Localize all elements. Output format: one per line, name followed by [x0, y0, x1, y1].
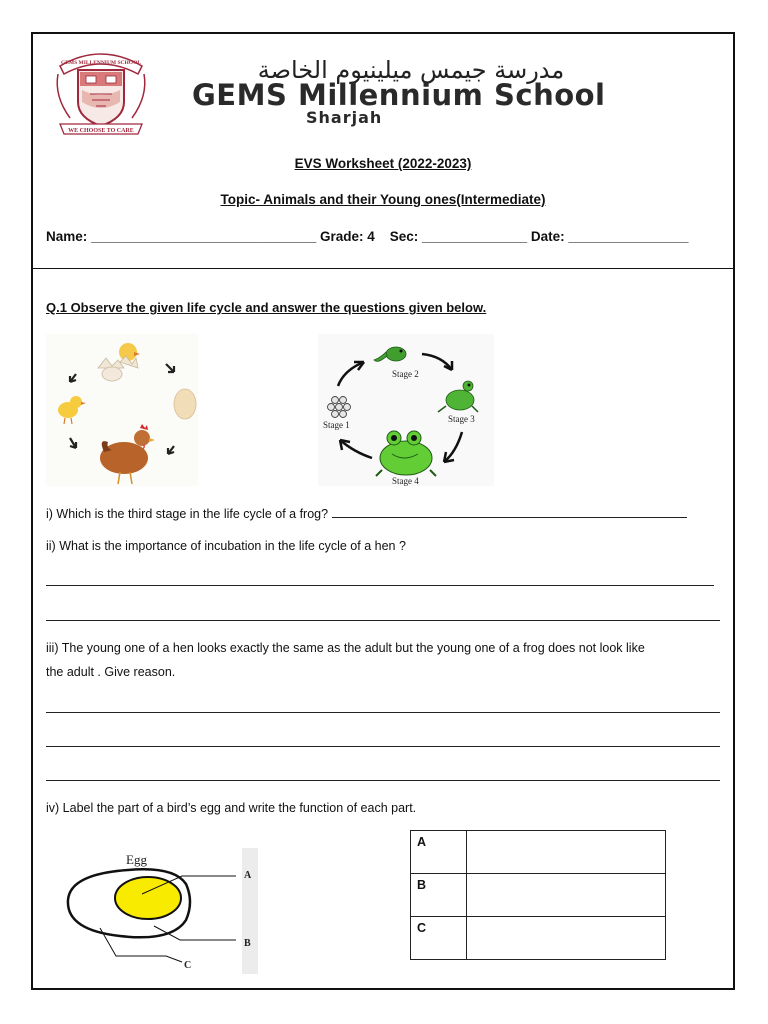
svg-text:GEMS MILLENNIUM SCHOOL: GEMS MILLENNIUM SCHOOL — [60, 60, 142, 66]
answer-line[interactable] — [46, 780, 720, 781]
table-letter-cell: C — [411, 917, 467, 960]
worksheet-topic: Topic- Animals and their Young ones(Intermediate) — [220, 192, 546, 207]
answer-line[interactable] — [46, 620, 720, 621]
egg-label-b: B — [244, 938, 251, 949]
answer-i-blank[interactable] — [332, 506, 687, 518]
question-iv: iv) Label the part of a bird’s egg and write the function of each part. — [46, 801, 417, 815]
egg-label-c: C — [184, 960, 192, 971]
school-name-arabic: مدرسة جيمس ميلينيوم الخاصة — [257, 56, 565, 84]
answer-line[interactable] — [46, 746, 720, 747]
table-answer-cell[interactable] — [467, 917, 666, 960]
school-name: GEMS Millennium School — [192, 78, 606, 112]
question-ii: ii) What is the importance of incubation in the life cycle of a hen ? — [46, 539, 406, 553]
frog-life-cycle-image — [318, 334, 494, 486]
question-iii-line-2: the adult . Give reason. — [46, 665, 176, 679]
bird-egg-diagram — [58, 846, 262, 974]
school-city: Sharjah — [306, 108, 383, 127]
student-details-line[interactable]: Name: ______________________________ Grade: 4 Sec: ______________ Date: ________________ — [46, 229, 689, 244]
egg-diagram-title: Egg — [126, 852, 147, 867]
school-crest-logo — [50, 44, 152, 140]
hen-life-cycle-image — [46, 334, 198, 486]
table-letter-cell: B — [411, 874, 467, 917]
answer-line[interactable] — [46, 712, 720, 713]
table-answer-cell[interactable] — [467, 831, 666, 874]
table-row — [411, 917, 666, 960]
stage-3-label: Stage 3 — [448, 414, 475, 424]
egg-icon — [174, 389, 196, 419]
table-row — [411, 874, 666, 917]
egg-label-table — [410, 830, 666, 960]
stage-4-label: Stage 4 — [392, 476, 419, 486]
stage-1-label: Stage 1 — [323, 420, 350, 430]
table-row — [411, 831, 666, 874]
table-answer-cell[interactable] — [467, 874, 666, 917]
answer-line[interactable] — [46, 585, 714, 586]
crest-motto: WE CHOOSE TO CARE — [68, 128, 134, 134]
header-divider — [31, 268, 735, 269]
stage-2-label: Stage 2 — [392, 369, 419, 379]
egg-label-a: A — [244, 870, 252, 881]
question-1-title: Q.1 Observe the given life cycle and answer the questions given below. — [46, 300, 487, 315]
question-i: i) Which is the third stage in the life cycle of a frog? — [46, 506, 687, 521]
table-letter-cell: A — [411, 831, 467, 874]
worksheet-title: EVS Worksheet (2022-2023) — [294, 156, 472, 171]
question-iii-line-1: iii) The young one of a hen looks exactly the same as the adult but the young one of a frog does not look like — [46, 641, 645, 655]
